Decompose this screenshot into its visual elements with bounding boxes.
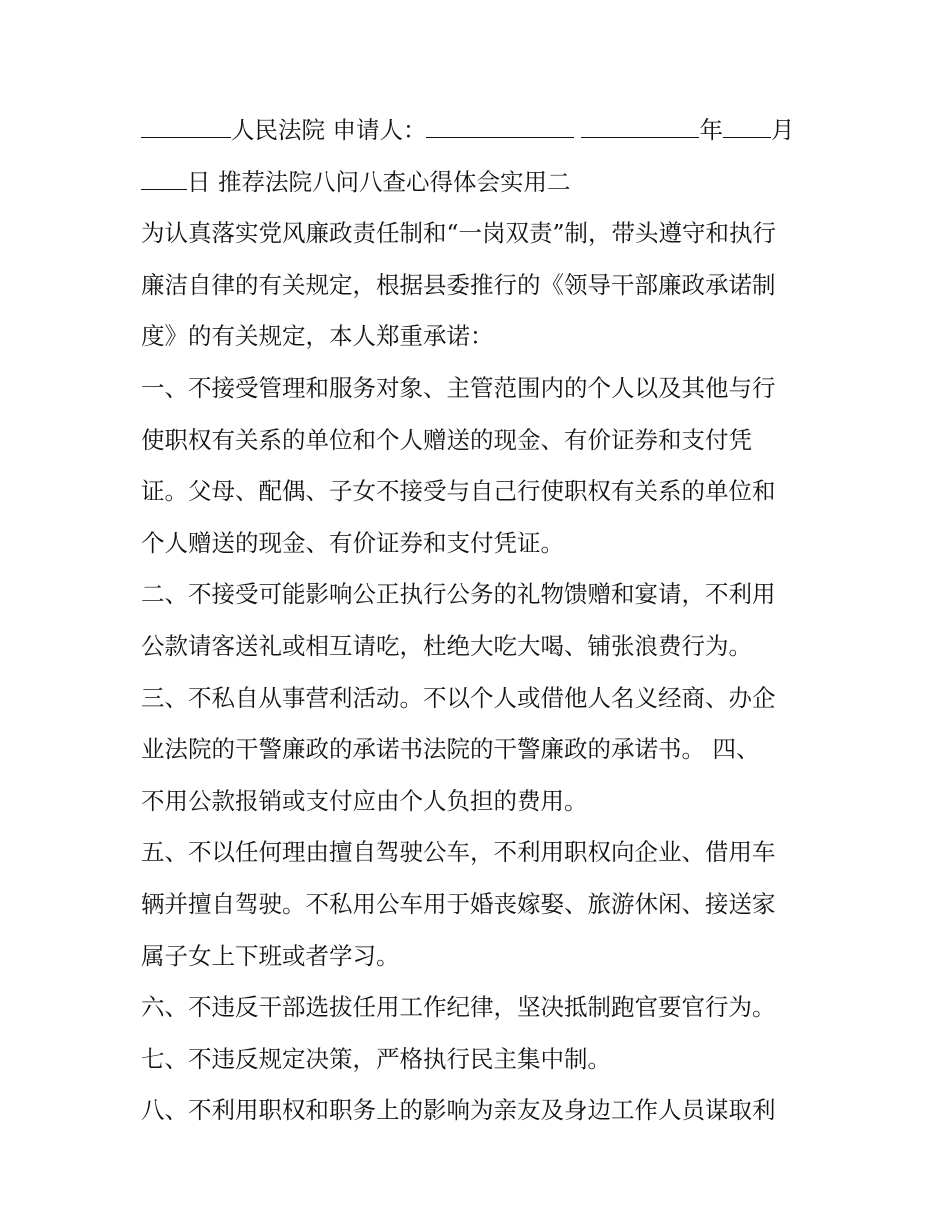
text-line: 五、不以任何理由擅自驾驶公车，不利用职权向企业、借用车: [141, 838, 776, 867]
text-line: 辆并擅自驾驶。不私用公车用于婚丧嫁娶、旅游休闲、接送家: [141, 889, 776, 918]
text-line: 公款请客送礼或相互请吃，杜绝大吃大喝、铺张浪费行为。: [141, 631, 752, 660]
year-label: 年: [699, 116, 723, 144]
applicant-blank: [426, 136, 574, 138]
month-blank: [723, 136, 771, 138]
court-name-blank: [141, 136, 231, 138]
text-line: 不用公款报销或支付应由个人负担的费用。: [141, 786, 588, 815]
document-body: [141, 105, 821, 1137]
header-line-1: [141, 105, 821, 157]
text-line: 二、不接受可能影响公正执行公务的礼物馈赠和宴请，不利用: [141, 580, 776, 609]
text-line: 使职权有关系的单位和个人赠送的现金、有价证券和支付凭: [141, 425, 752, 454]
header-line-2: [141, 157, 821, 209]
text-line: 七、不违反规定决策，严格执行民主集中制。: [141, 1044, 611, 1073]
text-line: 廉洁自律的有关规定，根据县委推行的《领导干部廉政承诺制: [141, 270, 776, 299]
text-line: 六、不违反干部选拔任用工作纪律，坚决抵制跑官要官行为。: [141, 993, 776, 1022]
text-line: 度》的有关规定，本人郑重承诺：: [141, 322, 494, 351]
text-line: 三、不私自从事营利活动。不以个人或借他人名义经商、办企: [141, 683, 776, 712]
year-blank: [581, 136, 699, 138]
day-and-title: 日 推荐法院八问八查心得体会实用二: [187, 167, 571, 196]
text-line: 一、不接受管理和服务对象、主管范围内的个人以及其他与行: [141, 373, 776, 402]
month-label: 月: [770, 116, 795, 144]
court-applicant-label: 人民法院 申请人：: [231, 116, 427, 144]
day-blank: [141, 188, 187, 190]
text-line: 个人赠送的现金、有价证券和支付凭证。: [141, 528, 564, 557]
text-line: 属子女上下班或者学习。: [141, 941, 400, 970]
text-line: 业法院的干警廉政的承诺书法院的干警廉政的承诺书。 四、: [141, 735, 760, 764]
text-line: 八、不利用职权和职务上的影响为亲友及身边工作人员谋取利: [141, 1096, 776, 1125]
text-line: 证。父母、配偶、子女不接受与自己行使职权有关系的单位和: [141, 477, 776, 506]
text-line: 为认真落实党风廉政责任制和“一岗双责”制，带头遵守和执行: [141, 219, 777, 248]
